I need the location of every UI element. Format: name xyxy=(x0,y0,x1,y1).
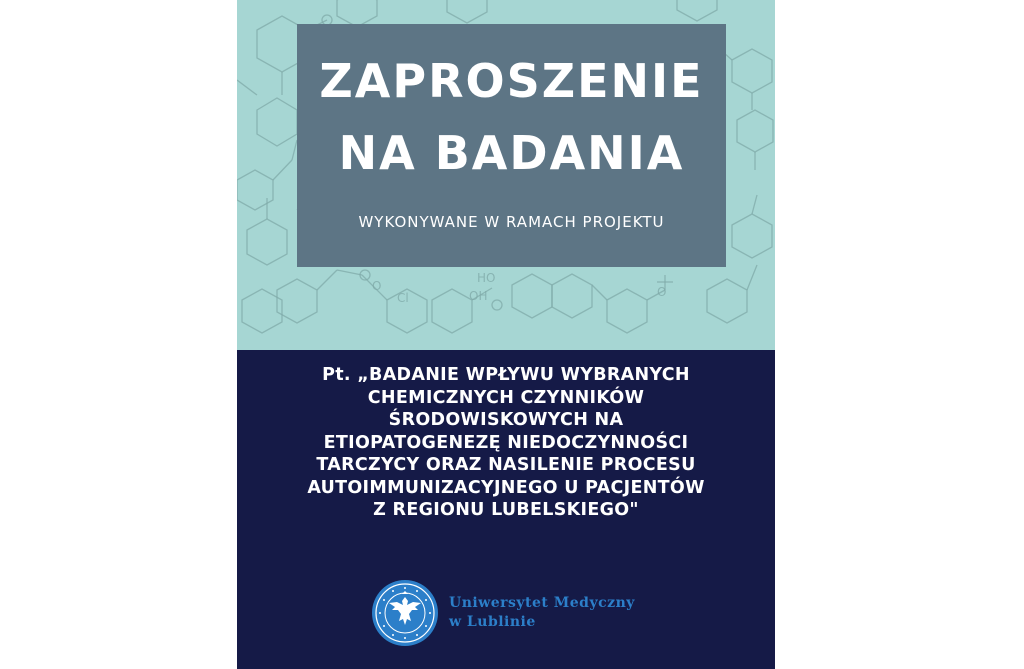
invitation-poster xyxy=(237,0,775,669)
project-title-line: Z REGIONU LUBELSKIEGO" xyxy=(373,500,639,520)
university-name-line-2: w Lublinie xyxy=(449,614,536,630)
university-logo xyxy=(371,578,635,648)
svg-text:O: O xyxy=(657,285,667,299)
svg-text:Cl: Cl xyxy=(397,291,409,305)
project-title-line: CHEMICZNYCH CZYNNIKÓW xyxy=(367,387,645,408)
title-line-2: NA BADANIA xyxy=(338,126,685,180)
project-title-line: ETIOPATOGENEZĘ NIEDOCZYNNOŚCI xyxy=(323,432,689,453)
project-title xyxy=(253,364,759,522)
project-title-line: TARCZYCY ORAZ NASILENIE PROCESU xyxy=(316,455,696,475)
svg-text:OH: OH xyxy=(469,289,488,303)
chemistry-pattern-area xyxy=(237,0,775,350)
title-line-1: ZAPROSZENIE xyxy=(319,54,704,108)
subtitle: WYKONYWANE W RAMACH PROJEKTU xyxy=(358,213,665,231)
title-box xyxy=(297,24,726,267)
svg-text:HO: HO xyxy=(477,271,496,285)
university-name xyxy=(449,594,635,632)
university-seal-icon xyxy=(371,579,439,647)
project-title-line: Pt. „BADANIE WPŁYWU WYBRANYCH xyxy=(322,365,690,385)
svg-text:O: O xyxy=(372,279,382,293)
project-section xyxy=(237,350,775,669)
project-title-line: AUTOIMMUNIZACYJNEGO U PACJENTÓW xyxy=(307,477,705,498)
project-title-line: ŚRODOWISKOWYCH NA xyxy=(388,410,624,430)
university-name-line-1: Uniwersytet Medyczny xyxy=(449,595,635,611)
